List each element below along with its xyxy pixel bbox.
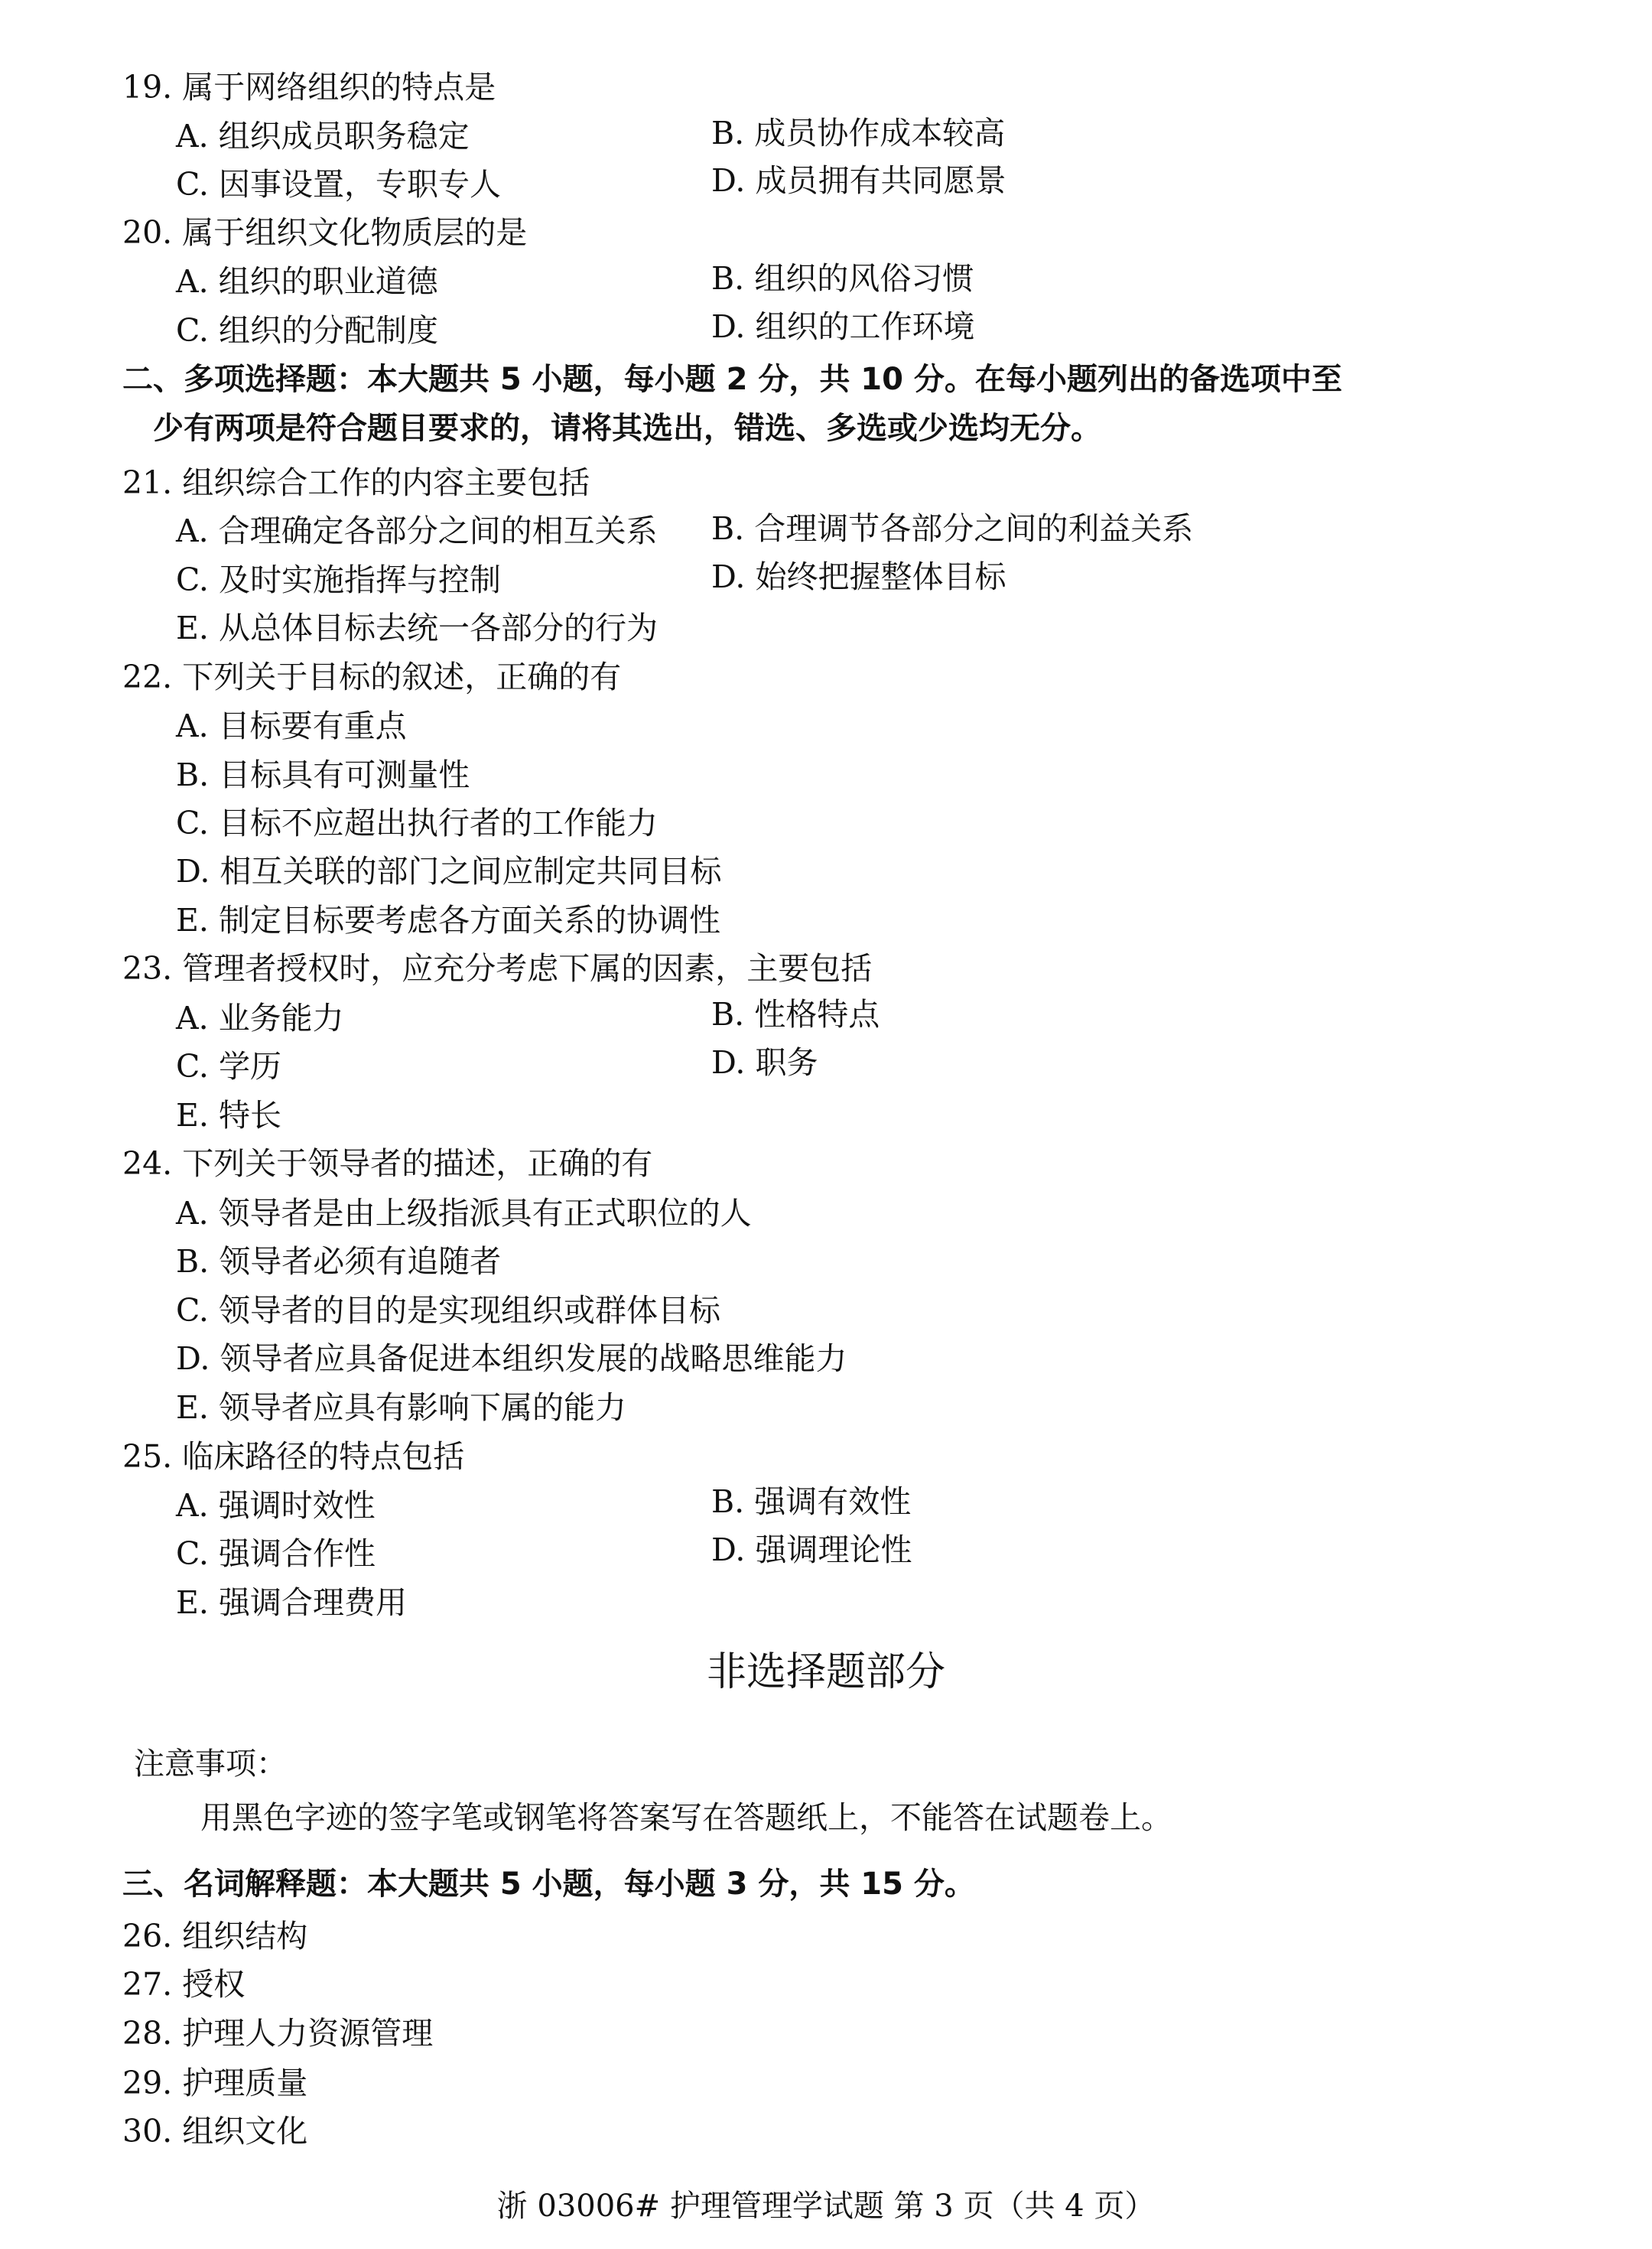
question-22-option-a: A. 目标要有重点 [176,708,407,744]
section-2-instructions-line1: 二、多项选择题：本大题共 5 小题，每小题 2 分，共 10 分。在每小题列出的备选项中至 [122,362,1342,397]
question-24-option-d: D. 领导者应具备促进本组织发展的战略思维能力 [176,1340,847,1377]
question-25-option-e: E. 强调合理费用 [176,1584,407,1621]
question-25-option-a: A. 强调时效性 [176,1487,376,1524]
question-21-option-b: B. 合理调节各部分之间的利益关系 [711,510,1194,547]
question-21-option-a: A. 合理确定各部分之间的相互关系 [176,513,658,549]
page-footer: 浙 03006# 护理管理学试题 第 3 页（共 4 页） [496,2189,1156,2224]
question-19-option-d: D. 成员拥有共同愿景 [711,162,1006,199]
question-23-stem: 23. 管理者授权时，应充分考虑下属的因素，主要包括 [122,950,873,987]
question-20-option-a: A. 组织的职业道德 [176,263,438,300]
term-item: 26. 组织结构 [122,1918,308,1954]
question-21-option-e: E. 从总体目标去统一各部分的行为 [176,610,658,646]
question-19-stem: 19. 属于网络组织的特点是 [122,69,496,106]
term-item: 30. 组织文化 [122,2113,308,2150]
question-22-option-b: B. 目标具有可测量性 [176,757,470,793]
question-25-option-c: C. 强调合作性 [176,1535,376,1572]
question-21-option-d: D. 始终把握整体目标 [711,558,1006,595]
question-19-option-c: C. 因事设置，专职专人 [176,166,501,203]
question-19-option-a: A. 组织成员职务稳定 [176,118,470,155]
question-25-option-b: B. 强调有效性 [711,1483,912,1520]
notes-body: 用黑色字迹的签字笔或钢笔将答案写在答题纸上，不能答在试题卷上。 [200,1799,1172,1836]
term-item: 29. 护理质量 [122,2065,308,2101]
question-20-option-d: D. 组织的工作环境 [711,308,975,345]
question-23-option-c: C. 学历 [176,1048,281,1085]
question-24-option-a: A. 领导者是由上级指派具有正式职位的人 [176,1195,752,1232]
question-22-option-c: C. 目标不应超出执行者的工作能力 [176,805,658,841]
term-item: 28. 护理人力资源管理 [122,2015,434,2052]
section-2-instructions-line2: 少有两项是符合题目要求的，请将其选出，错选、多选或少选均无分。 [153,411,1101,446]
question-24-option-e: E. 领导者应具有影响下属的能力 [176,1389,626,1426]
section-3-title: 三、名词解释题：本大题共 5 小题，每小题 3 分，共 15 分。 [122,1867,975,1902]
term-item: 27. 授权 [122,1966,246,2003]
question-24-option-b: B. 领导者必须有追随者 [176,1243,502,1280]
question-25-option-d: D. 强调理论性 [711,1531,912,1568]
question-23-option-a: A. 业务能力 [176,1000,344,1037]
question-19-option-b: B. 成员协作成本较高 [711,115,1006,151]
question-22-option-d: D. 相互关联的部门之间应制定共同目标 [176,853,722,890]
question-24-option-c: C. 领导者的目的是实现组织或群体目标 [176,1292,720,1329]
question-22-stem: 22. 下列关于目标的叙述，正确的有 [122,659,622,695]
question-24-stem: 24. 下列关于领导者的描述，正确的有 [122,1145,653,1182]
question-21-option-c: C. 及时实施指挥与控制 [176,561,501,598]
question-20-option-b: B. 组织的风俗习惯 [711,260,974,297]
question-22-option-e: E. 制定目标要考虑各方面关系的协调性 [176,902,720,939]
part-heading: 非选择题部分 [706,1649,945,1695]
question-20-option-c: C. 组织的分配制度 [176,312,438,349]
question-20-stem: 20. 属于组织文化物质层的是 [122,214,528,251]
question-23-option-e: E. 特长 [176,1097,281,1134]
notes-title: 注意事项： [134,1746,287,1782]
question-25-stem: 25. 临床路径的特点包括 [122,1438,465,1475]
question-23-option-b: B. 性格特点 [711,996,880,1033]
question-21-stem: 21. 组织综合工作的内容主要包括 [122,464,590,501]
question-23-option-d: D. 职务 [711,1044,818,1081]
